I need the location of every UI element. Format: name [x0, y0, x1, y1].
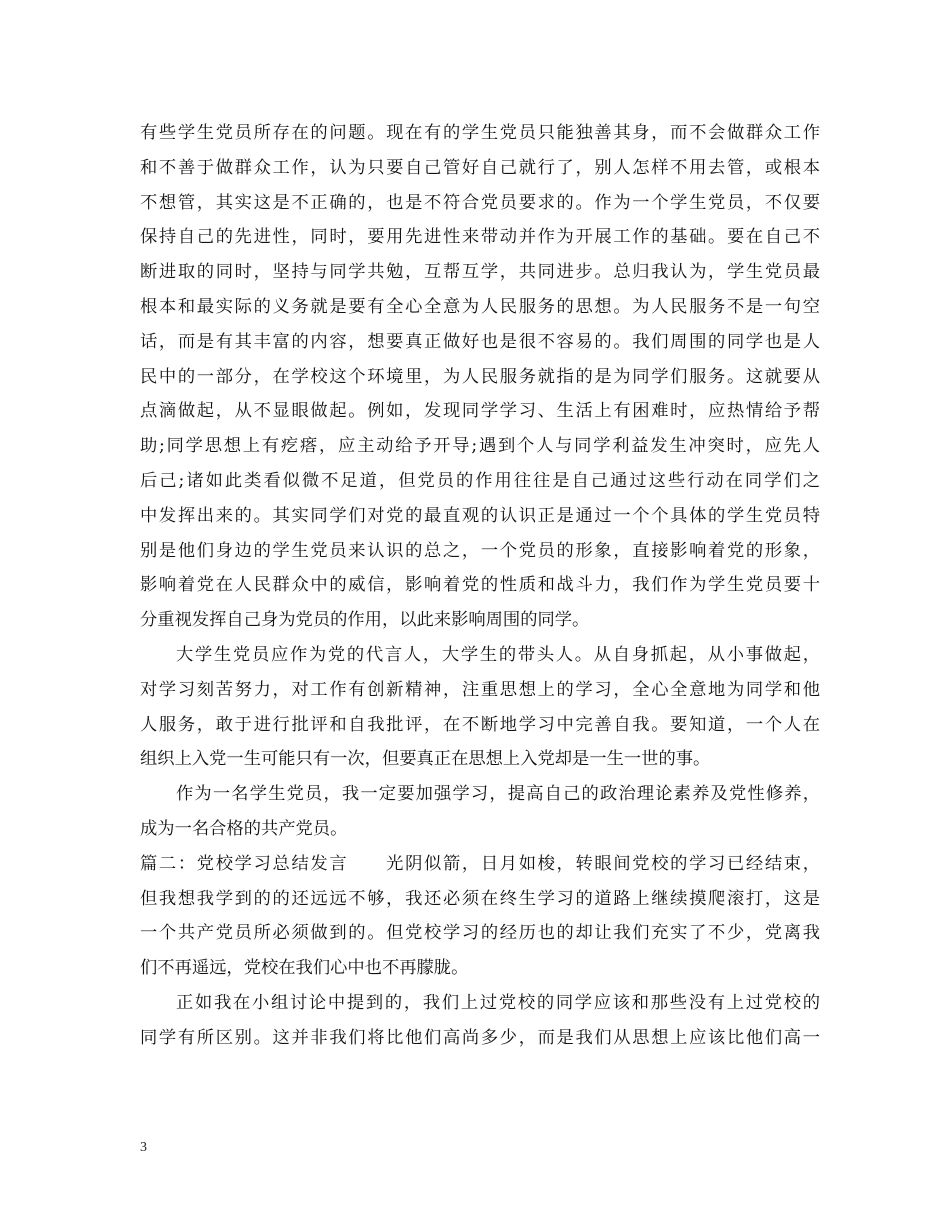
text-line: 别是他们身边的学生党员来认识的总之，一个党员的形象，直接影响着党的形象， [140, 540, 820, 561]
text-line: 民中的一部分，在学校这个环境里，为人民服务就指的是为同学们服务。这就要从 [140, 366, 820, 387]
text-line: 有些学生党员所存在的问题。现在有的学生党员只能独善其身，而不会做群众工作 [140, 123, 820, 143]
page-number: 3 [140, 1140, 147, 1155]
text-line: 们不再遥远，党校在我们心中也不再朦胧。 [140, 958, 469, 979]
text-line: 影响着党在人民群众中的威信，影响着党的性质和战斗力，我们作为学生党员要十 [140, 575, 820, 596]
text-line: 正如我在小组讨论中提到的，我们上过党校的同学应该和那些没有上过党校的 [176, 992, 820, 1013]
text-line: 篇二：党校学习总结发言 光阴似箭，日月如梭，转眼间党校的学习已经结束， [140, 853, 820, 874]
text-line: 人服务，敢于进行批评和自我批评，在不断地学习中完善自我。要知道，一个人在 [140, 714, 820, 735]
text-line: 断进取的同时，坚持与同学共勉，互帮互学，共同进步。总归我认为，学生党员最 [140, 262, 820, 283]
text-line: 助;同学思想上有疙瘩，应主动给予开导;遇到个人与同学利益发生冲突时，应先人 [140, 436, 820, 457]
text-line: 一个共产党员所必须做到的。但党校学习的经历也的却让我们充实了不少，党离我 [140, 923, 820, 944]
text-line: 话，而是有其丰富的内容，想要真正做好也是很不容易的。我们周围的同学也是人 [140, 331, 820, 352]
text-line: 但我想我学到的的还远远不够，我还必须在终生学习的道路上继续摸爬滚打，这是 [140, 888, 820, 909]
text-line: 成为一名合格的共产党员。 [140, 818, 348, 839]
text-line: 组织上入党一生可能只有一次，但要真正在思想上入党却是一生一世的事。 [140, 749, 711, 770]
text-line: 后己;诸如此类看似微不足道，但党员的作用往往是自己通过这些行动在同学们之 [140, 470, 820, 491]
text-line: 大学生党员应作为党的代言人，大学生的带头人。从自身抓起，从小事做起， [176, 644, 820, 665]
text-line: 分重视发挥自己身为党员的作用，以此来影响周围的同学。 [140, 610, 590, 631]
text-line: 根本和最实际的义务就是要有全心全意为人民服务的思想。为人民服务不是一句空 [140, 296, 820, 317]
text-line: 同学有所区别。这并非我们将比他们高尚多少，而是我们从思想上应该比他们高一 [140, 1027, 820, 1048]
text-line: 不想管，其实这是不正确的，也是不符合党员要求的。作为一个学生党员，不仅要 [140, 192, 820, 213]
body-text [140, 116, 820, 1056]
text-line: 和不善于做群众工作，认为只要自己管好自己就行了，别人怎样不用去管，或根本 [140, 157, 820, 178]
text-line: 保持自己的先进性，同时，要用先进性来带动并作为开展工作的基础。要在自己不 [140, 227, 820, 248]
text-line: 点滴做起，从不显眼做起。例如，发现同学学习、生活上有困难时，应热情给予帮 [140, 401, 820, 422]
text-line: 对学习刻苦努力，对工作有创新精神，注重思想上的学习，全心全意地为同学和他 [140, 679, 820, 700]
text-line: 中发挥出来的。其实同学们对党的最直观的认识正是通过一个个具体的学生党员特 [140, 505, 820, 526]
text-line: 作为一名学生党员，我一定要加强学习，提高自己的政治理论素养及党性修养， [176, 784, 820, 805]
